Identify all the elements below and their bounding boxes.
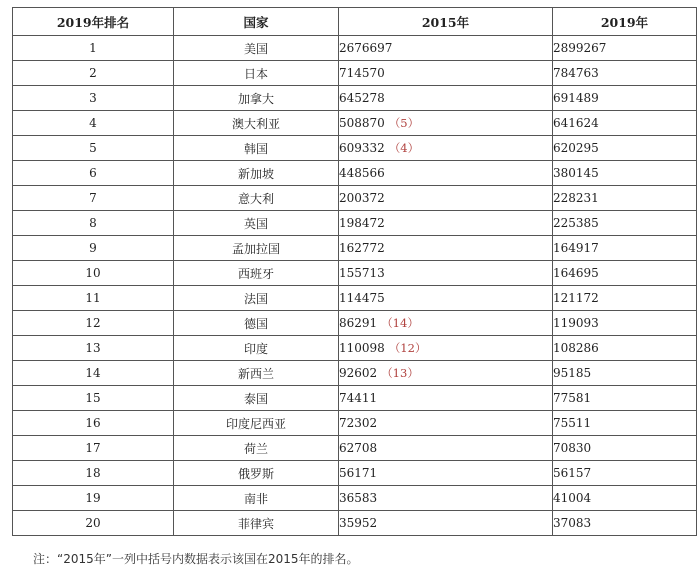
header-2015: 2015年 bbox=[339, 8, 553, 36]
value-2015-cell bbox=[339, 111, 553, 136]
value-2019-cell: 164917 bbox=[553, 236, 697, 261]
country-cell: 孟加拉国 bbox=[174, 236, 339, 261]
country-cell: 南非 bbox=[174, 486, 339, 511]
rank-2015-note: （4） bbox=[388, 141, 420, 155]
value-2015-cell bbox=[339, 461, 553, 486]
value-2015-cell bbox=[339, 311, 553, 336]
table-row bbox=[13, 511, 697, 536]
value-2015-cell bbox=[339, 86, 553, 111]
rank-cell: 10 bbox=[13, 261, 174, 286]
rank-cell: 13 bbox=[13, 336, 174, 361]
value-2019-cell: 380145 bbox=[553, 161, 697, 186]
value-2015-cell bbox=[339, 236, 553, 261]
value-2015-cell bbox=[339, 336, 553, 361]
header-2019: 2019年 bbox=[553, 8, 697, 36]
value-2015: 114475 bbox=[339, 291, 385, 305]
country-cell: 加拿大 bbox=[174, 86, 339, 111]
table-row bbox=[13, 461, 697, 486]
table-row bbox=[13, 311, 697, 336]
country-cell: 新西兰 bbox=[174, 361, 339, 386]
value-2019-cell: 56157 bbox=[553, 461, 697, 486]
value-2015-cell bbox=[339, 261, 553, 286]
value-2015: 56171 bbox=[339, 466, 378, 480]
country-cell: 荷兰 bbox=[174, 436, 339, 461]
country-cell: 意大利 bbox=[174, 186, 339, 211]
header-country: 国家 bbox=[174, 8, 339, 36]
table-row bbox=[13, 436, 697, 461]
table-row bbox=[13, 411, 697, 436]
value-2019-cell: 228231 bbox=[553, 186, 697, 211]
country-cell: 法国 bbox=[174, 286, 339, 311]
value-2019-cell: 41004 bbox=[553, 486, 697, 511]
table-row bbox=[13, 86, 697, 111]
rank-cell: 3 bbox=[13, 86, 174, 111]
header-rank: 2019年排名 bbox=[13, 8, 174, 36]
country-cell: 美国 bbox=[174, 36, 339, 61]
value-2019-cell: 95185 bbox=[553, 361, 697, 386]
value-2019-cell: 620295 bbox=[553, 136, 697, 161]
value-2019-cell: 691489 bbox=[553, 86, 697, 111]
rank-cell: 2 bbox=[13, 61, 174, 86]
value-2015: 645278 bbox=[339, 91, 385, 105]
value-2019-cell: 70830 bbox=[553, 436, 697, 461]
value-2019-cell: 784763 bbox=[553, 61, 697, 86]
value-2015: 448566 bbox=[339, 166, 385, 180]
value-2015: 110098 bbox=[339, 341, 385, 355]
rank-cell: 17 bbox=[13, 436, 174, 461]
value-2015: 92602 bbox=[339, 366, 378, 380]
value-2015: 36583 bbox=[339, 491, 378, 505]
value-2015: 609332 bbox=[339, 141, 385, 155]
value-2015: 508870 bbox=[339, 116, 385, 130]
rank-cell: 6 bbox=[13, 161, 174, 186]
rank-cell: 9 bbox=[13, 236, 174, 261]
value-2015-cell bbox=[339, 61, 553, 86]
table-row bbox=[13, 211, 697, 236]
value-2019-cell: 2899267 bbox=[553, 36, 697, 61]
table-row bbox=[13, 161, 697, 186]
table-row bbox=[13, 111, 697, 136]
rank-2015-note: （13） bbox=[381, 366, 419, 380]
country-cell: 日本 bbox=[174, 61, 339, 86]
value-2019-cell: 77581 bbox=[553, 386, 697, 411]
rank-cell: 4 bbox=[13, 111, 174, 136]
country-cell: 韩国 bbox=[174, 136, 339, 161]
value-2019-cell: 108286 bbox=[553, 336, 697, 361]
value-2015: 2676697 bbox=[339, 41, 393, 55]
value-2015: 62708 bbox=[339, 441, 378, 455]
rank-cell: 1 bbox=[13, 36, 174, 61]
value-2019-cell: 37083 bbox=[553, 511, 697, 536]
value-2019-cell: 225385 bbox=[553, 211, 697, 236]
value-2015-cell bbox=[339, 361, 553, 386]
country-cell: 印度尼西亚 bbox=[174, 411, 339, 436]
table-header-row bbox=[13, 8, 697, 36]
table-row bbox=[13, 236, 697, 261]
value-2019-cell: 641624 bbox=[553, 111, 697, 136]
value-2015-cell bbox=[339, 161, 553, 186]
value-2015-cell bbox=[339, 186, 553, 211]
ranking-table bbox=[12, 7, 697, 536]
country-cell: 德国 bbox=[174, 311, 339, 336]
table-row bbox=[13, 336, 697, 361]
value-2015-cell bbox=[339, 511, 553, 536]
table-row bbox=[13, 286, 697, 311]
rank-cell: 19 bbox=[13, 486, 174, 511]
value-2019-cell: 164695 bbox=[553, 261, 697, 286]
table-row bbox=[13, 486, 697, 511]
table-row bbox=[13, 361, 697, 386]
rank-cell: 11 bbox=[13, 286, 174, 311]
rank-cell: 16 bbox=[13, 411, 174, 436]
country-cell: 澳大利亚 bbox=[174, 111, 339, 136]
country-cell: 菲律宾 bbox=[174, 511, 339, 536]
rank-2015-note: （5） bbox=[388, 116, 420, 130]
rank-2015-note: （14） bbox=[381, 316, 419, 330]
rank-cell: 8 bbox=[13, 211, 174, 236]
table-row bbox=[13, 186, 697, 211]
country-cell: 新加坡 bbox=[174, 161, 339, 186]
value-2015: 72302 bbox=[339, 416, 378, 430]
value-2015: 155713 bbox=[339, 266, 385, 280]
value-2015: 35952 bbox=[339, 516, 378, 530]
country-cell: 西班牙 bbox=[174, 261, 339, 286]
value-2015-cell bbox=[339, 36, 553, 61]
table-body bbox=[13, 36, 697, 536]
value-2015: 162772 bbox=[339, 241, 385, 255]
table-row bbox=[13, 36, 697, 61]
value-2015-cell bbox=[339, 286, 553, 311]
rank-cell: 7 bbox=[13, 186, 174, 211]
country-cell: 印度 bbox=[174, 336, 339, 361]
rank-cell: 15 bbox=[13, 386, 174, 411]
country-cell: 英国 bbox=[174, 211, 339, 236]
rank-cell: 18 bbox=[13, 461, 174, 486]
rank-2015-note: （12） bbox=[388, 341, 427, 355]
value-2015-cell bbox=[339, 411, 553, 436]
rank-cell: 20 bbox=[13, 511, 174, 536]
rank-cell: 5 bbox=[13, 136, 174, 161]
table-row bbox=[13, 386, 697, 411]
rank-cell: 12 bbox=[13, 311, 174, 336]
table-row bbox=[13, 136, 697, 161]
value-2015-cell bbox=[339, 386, 553, 411]
rank-cell: 14 bbox=[13, 361, 174, 386]
value-2015: 86291 bbox=[339, 316, 378, 330]
footnote: 注：“2015年”一列中括号内数据表示该国在2015年的排名。 bbox=[33, 552, 359, 566]
table-row bbox=[13, 61, 697, 86]
value-2019-cell: 119093 bbox=[553, 311, 697, 336]
country-cell: 泰国 bbox=[174, 386, 339, 411]
value-2015: 714570 bbox=[339, 66, 385, 80]
country-cell: 俄罗斯 bbox=[174, 461, 339, 486]
table-row bbox=[13, 261, 697, 286]
value-2015-cell bbox=[339, 486, 553, 511]
value-2015: 198472 bbox=[339, 216, 385, 230]
value-2015: 200372 bbox=[339, 191, 385, 205]
value-2019-cell: 75511 bbox=[553, 411, 697, 436]
value-2015: 74411 bbox=[339, 391, 378, 405]
value-2015-cell bbox=[339, 136, 553, 161]
value-2019-cell: 121172 bbox=[553, 286, 697, 311]
value-2015-cell bbox=[339, 436, 553, 461]
value-2015-cell bbox=[339, 211, 553, 236]
